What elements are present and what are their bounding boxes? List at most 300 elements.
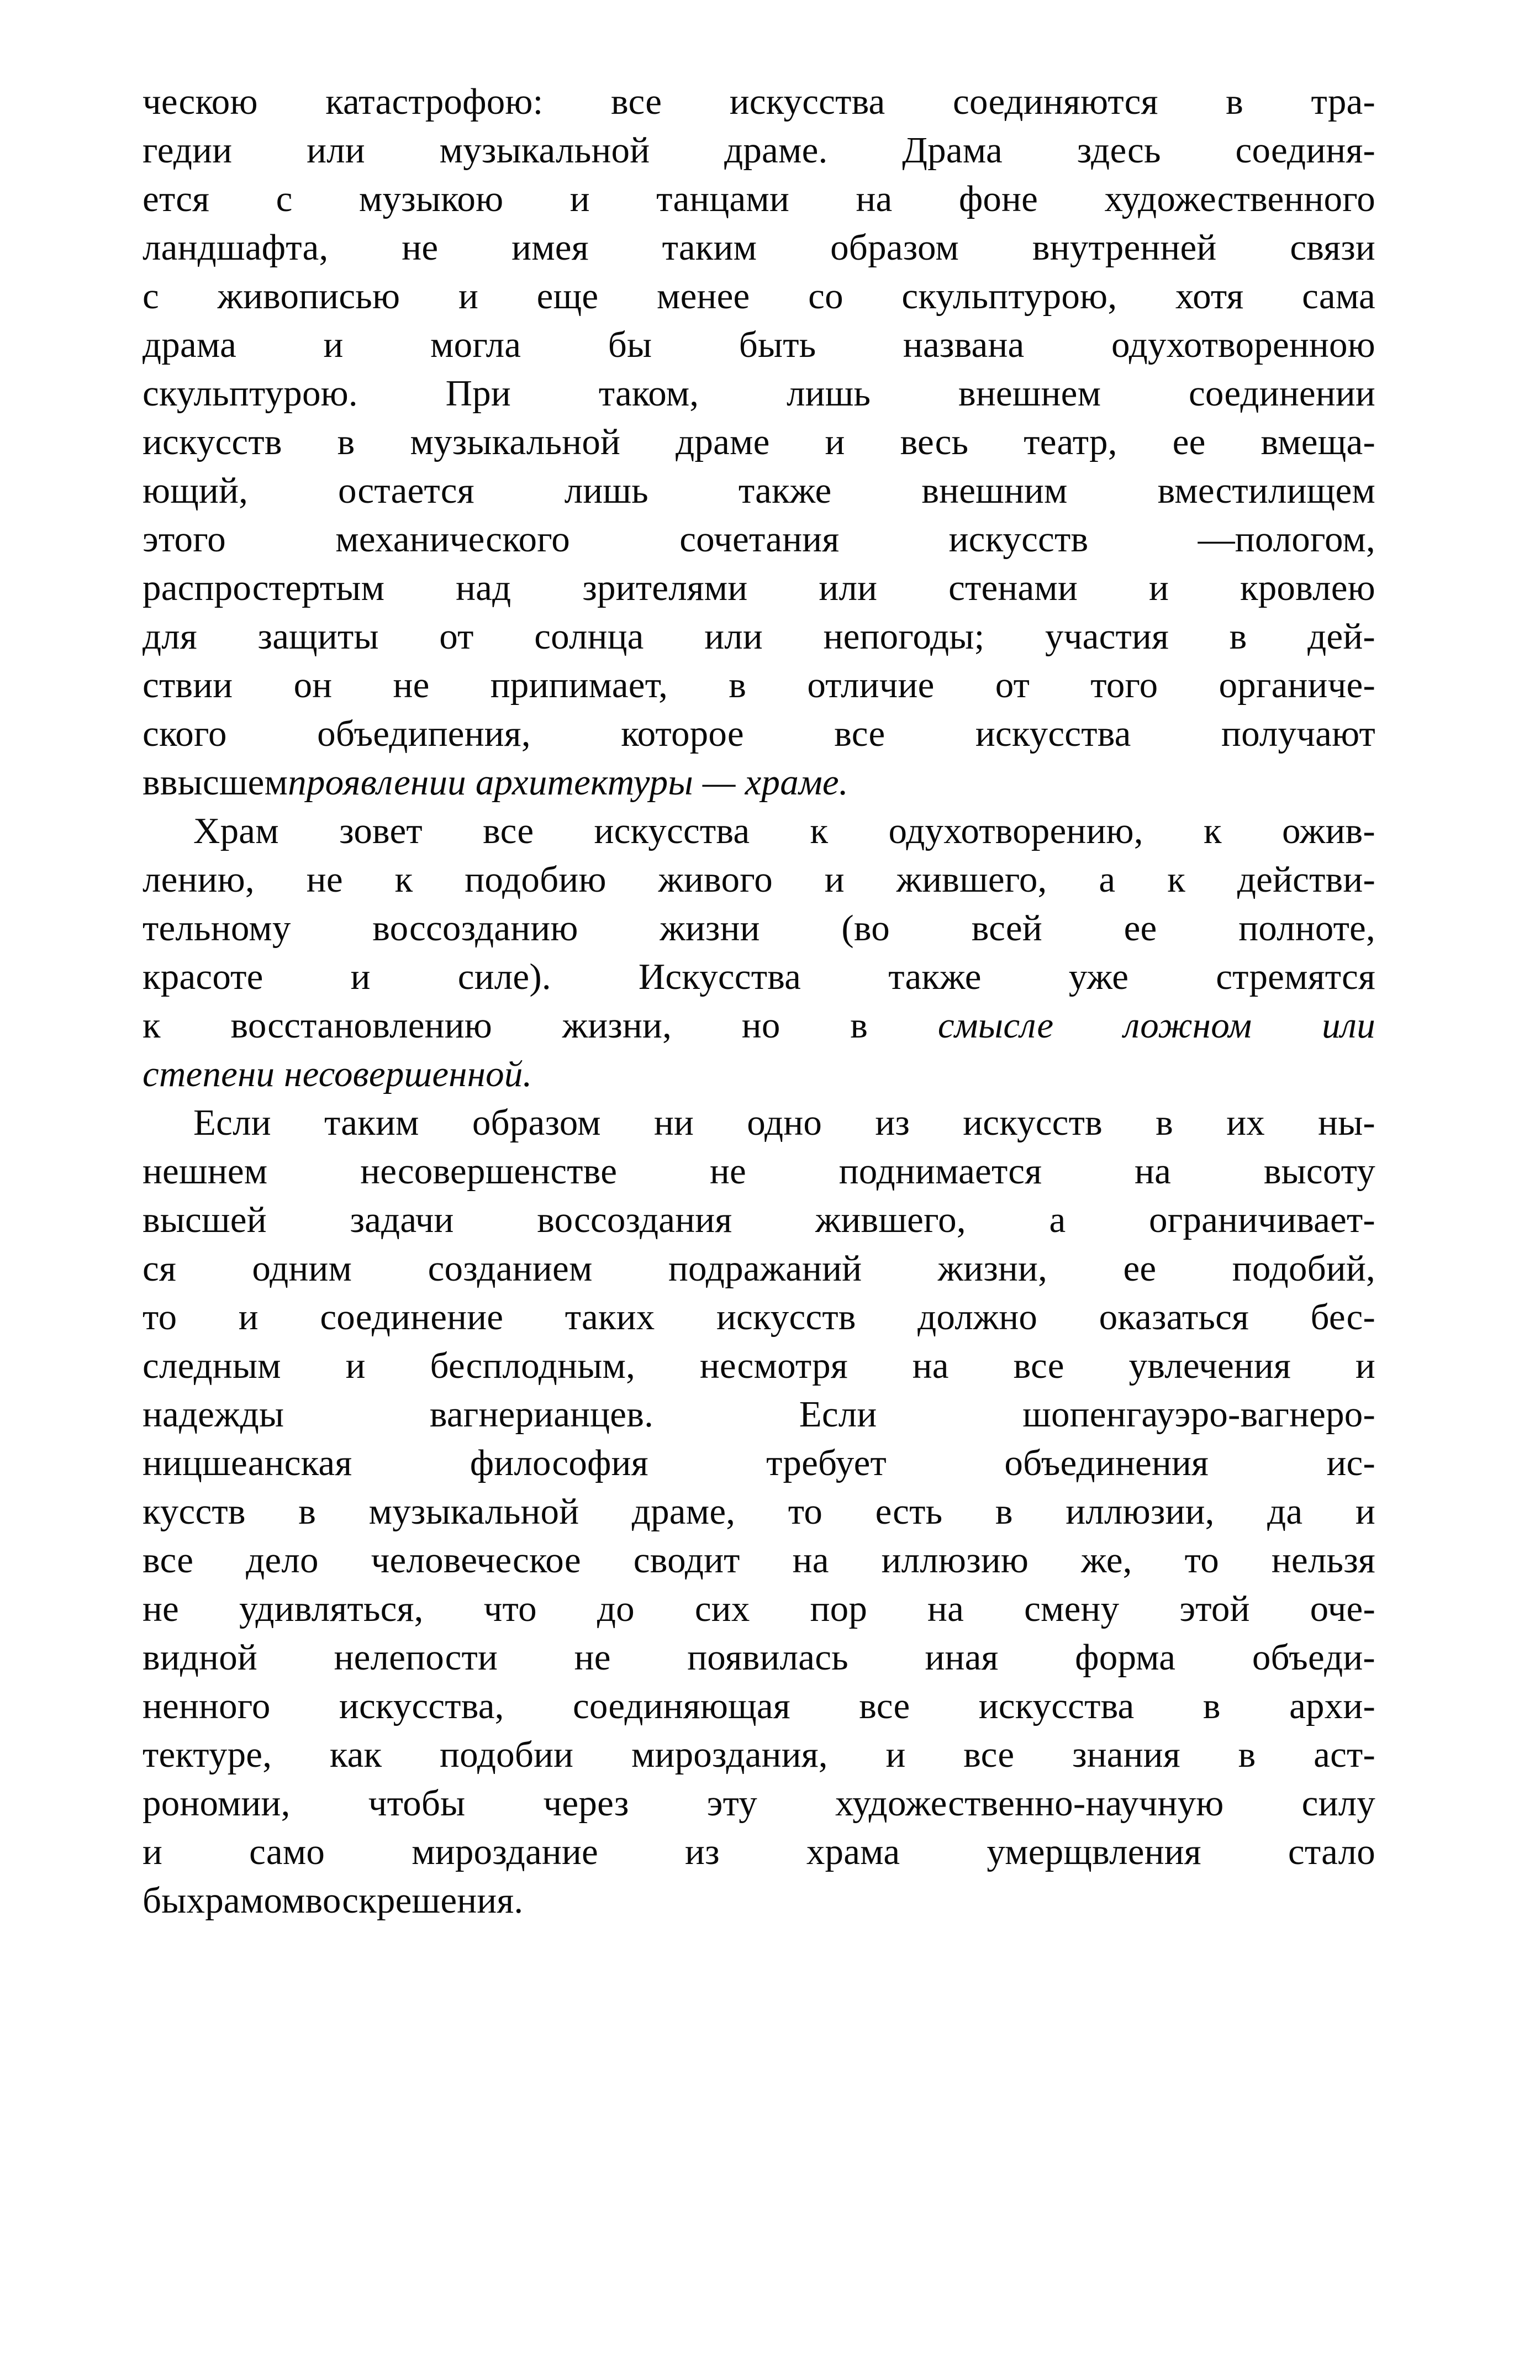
word: музыкальной bbox=[368, 1491, 579, 1532]
word: объедипения, bbox=[317, 713, 531, 754]
word: сводит bbox=[633, 1540, 740, 1581]
word: скульптурою, bbox=[901, 276, 1117, 317]
word: зовет bbox=[339, 810, 423, 851]
word: уже bbox=[1068, 956, 1129, 997]
word: ны- bbox=[1318, 1102, 1375, 1143]
word: чтобы bbox=[368, 1783, 466, 1824]
word: есть bbox=[875, 1491, 943, 1532]
word: иллюзию bbox=[881, 1540, 1029, 1581]
word: форма bbox=[1075, 1637, 1176, 1678]
word: искусства bbox=[975, 713, 1131, 754]
word: все bbox=[611, 81, 662, 122]
word: в bbox=[143, 762, 160, 803]
word: на bbox=[856, 178, 893, 219]
word: таким bbox=[662, 227, 757, 268]
word: полноте, bbox=[1238, 908, 1375, 949]
word: бы bbox=[143, 1880, 187, 1921]
text-line bbox=[143, 369, 1375, 418]
word: органиче- bbox=[1219, 665, 1375, 705]
word: искусств bbox=[143, 422, 282, 462]
word: видной bbox=[143, 1637, 257, 1678]
word: ожив- bbox=[1281, 810, 1375, 851]
word: соединении bbox=[1188, 373, 1375, 414]
word: образом bbox=[472, 1102, 601, 1143]
text-line bbox=[143, 1439, 1375, 1487]
word: Если bbox=[799, 1394, 877, 1435]
word: от bbox=[995, 665, 1030, 705]
word: высоту bbox=[1263, 1151, 1375, 1192]
word: одним bbox=[252, 1248, 352, 1289]
text-line bbox=[143, 1390, 1375, 1439]
word: одно bbox=[747, 1102, 822, 1143]
word: гедии bbox=[143, 130, 233, 171]
text-line bbox=[143, 1828, 1375, 1876]
word: все bbox=[834, 713, 885, 754]
word: все bbox=[963, 1734, 1015, 1775]
word: несовершенстве bbox=[360, 1151, 618, 1192]
word: все bbox=[143, 1540, 194, 1581]
word: не bbox=[574, 1637, 611, 1678]
word: подобию bbox=[465, 859, 606, 900]
word: объединения bbox=[1004, 1442, 1209, 1483]
text-line bbox=[143, 1584, 1375, 1633]
word: силе). bbox=[457, 956, 551, 997]
word: в bbox=[995, 1491, 1013, 1532]
word: а bbox=[1099, 859, 1116, 900]
word: человеческое bbox=[371, 1540, 581, 1581]
word: то bbox=[143, 1297, 177, 1338]
word: то bbox=[788, 1491, 823, 1532]
word: драме. bbox=[724, 130, 828, 171]
word: Если bbox=[193, 1102, 271, 1143]
word: или bbox=[704, 616, 763, 657]
word: в bbox=[1238, 1734, 1256, 1775]
italic-word: или bbox=[1322, 1005, 1375, 1046]
word: силу bbox=[1301, 1783, 1375, 1824]
word: в bbox=[298, 1491, 317, 1532]
text-line bbox=[143, 1341, 1375, 1390]
word: надежды bbox=[143, 1394, 284, 1435]
word: Храм bbox=[193, 810, 279, 851]
word: для bbox=[143, 616, 197, 657]
word: музыкальной bbox=[439, 130, 650, 171]
word: то bbox=[1184, 1540, 1219, 1581]
word: ствии bbox=[143, 665, 233, 705]
word: лению, bbox=[143, 859, 255, 900]
word: а bbox=[1049, 1199, 1066, 1240]
word: и bbox=[458, 276, 479, 317]
word: все bbox=[1013, 1345, 1064, 1386]
text-line bbox=[143, 807, 1375, 855]
word: солнца bbox=[534, 616, 644, 657]
word: Драма bbox=[902, 130, 1003, 171]
text-line bbox=[143, 758, 1375, 807]
text-line bbox=[143, 1098, 1375, 1147]
word: распростертым bbox=[143, 567, 385, 608]
word: и bbox=[824, 859, 845, 900]
word: высшем bbox=[160, 762, 288, 803]
word: Искусства bbox=[638, 956, 801, 997]
text-line bbox=[143, 1293, 1375, 1341]
word: таком, bbox=[598, 373, 699, 414]
word: искусства, bbox=[339, 1686, 504, 1726]
word: также bbox=[738, 470, 832, 511]
word: которое bbox=[621, 713, 744, 754]
word: участия bbox=[1045, 616, 1169, 657]
text-line bbox=[143, 1001, 1375, 1050]
word: ее bbox=[1172, 422, 1206, 462]
word: внешнем bbox=[958, 373, 1101, 414]
text-line bbox=[143, 1487, 1375, 1536]
word: бы bbox=[608, 324, 652, 365]
text-line bbox=[143, 1244, 1375, 1293]
word: При bbox=[445, 373, 511, 414]
word: воссоздания bbox=[537, 1199, 732, 1240]
word: в bbox=[1229, 616, 1247, 657]
word: ее bbox=[1124, 908, 1157, 949]
word: с bbox=[143, 276, 159, 317]
word: само bbox=[249, 1831, 325, 1872]
word: ненного bbox=[143, 1686, 271, 1726]
word: сочетания bbox=[679, 519, 840, 560]
word: следным bbox=[143, 1345, 281, 1386]
text-line bbox=[143, 709, 1375, 758]
word: созданием bbox=[428, 1248, 593, 1289]
word: жизни, bbox=[937, 1248, 1048, 1289]
word: через bbox=[543, 1783, 629, 1824]
word: этого bbox=[143, 519, 226, 560]
word: ландшафта, bbox=[143, 227, 329, 268]
word: этой bbox=[1179, 1588, 1250, 1629]
text-line bbox=[143, 320, 1375, 369]
word: оче- bbox=[1310, 1588, 1375, 1629]
word: не bbox=[306, 859, 343, 900]
word: внешним bbox=[921, 470, 1068, 511]
word: художественного bbox=[1104, 178, 1375, 219]
word: все bbox=[859, 1686, 910, 1726]
word: и bbox=[143, 1831, 163, 1872]
word: пор bbox=[810, 1588, 868, 1629]
word: в bbox=[729, 665, 747, 705]
word: образом bbox=[830, 227, 959, 268]
word: весь bbox=[900, 422, 969, 462]
text-line bbox=[143, 1196, 1375, 1244]
word: ограничивает- bbox=[1149, 1199, 1375, 1240]
word: названа bbox=[903, 324, 1025, 365]
word: ется bbox=[143, 178, 210, 219]
word: драме, bbox=[631, 1491, 736, 1532]
text-line bbox=[143, 612, 1375, 661]
word: музыкальной bbox=[410, 422, 621, 462]
word: с bbox=[276, 178, 293, 219]
text-line bbox=[143, 904, 1375, 952]
word: и bbox=[323, 324, 344, 365]
word: храма bbox=[806, 1831, 900, 1872]
word: подобий, bbox=[1232, 1248, 1375, 1289]
word: нешнем bbox=[143, 1151, 268, 1192]
word: ее bbox=[1123, 1248, 1157, 1289]
word: искусств bbox=[963, 1102, 1103, 1143]
word: к bbox=[1167, 859, 1185, 900]
word: непогоды; bbox=[823, 616, 985, 657]
word: философия bbox=[470, 1442, 648, 1483]
word: лишь bbox=[564, 470, 648, 511]
word: но bbox=[741, 1005, 780, 1046]
body-text-block bbox=[143, 77, 1375, 1925]
text-line bbox=[143, 952, 1375, 1001]
paragraph bbox=[143, 1098, 1375, 1925]
word: удивляться, bbox=[239, 1588, 424, 1629]
word: ницшеанская bbox=[143, 1442, 352, 1483]
word: (во bbox=[841, 908, 890, 949]
text-line bbox=[143, 1682, 1375, 1730]
word: жизни bbox=[660, 908, 760, 949]
word: мироздание bbox=[412, 1831, 598, 1872]
word: остается bbox=[338, 470, 474, 511]
word: умерщвления bbox=[987, 1831, 1201, 1872]
word: соединяются bbox=[953, 81, 1158, 122]
word: вмеща- bbox=[1261, 422, 1375, 462]
word: внутренней bbox=[1032, 227, 1217, 268]
word: и bbox=[350, 956, 371, 997]
word: одухотворению, bbox=[888, 810, 1143, 851]
word: иллюзии, bbox=[1066, 1491, 1215, 1532]
word: дей- bbox=[1307, 616, 1375, 657]
italic-word: ложном bbox=[1124, 1005, 1252, 1046]
text-line bbox=[143, 272, 1375, 320]
word: лишь bbox=[787, 373, 871, 414]
word: к bbox=[394, 859, 413, 900]
word: бесплодным, bbox=[430, 1345, 636, 1386]
word: смену bbox=[1024, 1588, 1120, 1629]
text-line bbox=[143, 1779, 1375, 1828]
word: искусств bbox=[716, 1297, 856, 1338]
word: поднимается bbox=[838, 1151, 1042, 1192]
word: требует bbox=[766, 1442, 887, 1483]
word: на bbox=[912, 1345, 949, 1386]
word: ческою bbox=[143, 81, 258, 122]
word: не bbox=[402, 227, 439, 268]
word: должно bbox=[917, 1297, 1038, 1338]
text-line bbox=[143, 466, 1375, 515]
word: их bbox=[1226, 1102, 1265, 1143]
word: над bbox=[456, 567, 511, 608]
text-line bbox=[143, 418, 1375, 466]
word: катастрофою: bbox=[325, 81, 544, 122]
word: сама bbox=[1302, 276, 1375, 317]
word: бес- bbox=[1310, 1297, 1375, 1338]
word: скульптурою. bbox=[143, 373, 358, 414]
word: оказаться bbox=[1099, 1297, 1249, 1338]
word: искусства bbox=[978, 1686, 1135, 1726]
word: к bbox=[1203, 810, 1222, 851]
word: соединя- bbox=[1235, 130, 1375, 171]
word: нелепости bbox=[334, 1637, 498, 1678]
word: получают bbox=[1221, 713, 1375, 754]
word: подобии bbox=[440, 1734, 574, 1775]
word: воскрешения. bbox=[305, 1880, 524, 1921]
word: как bbox=[329, 1734, 382, 1775]
word: и bbox=[569, 178, 590, 219]
word: имея bbox=[511, 227, 589, 268]
word: могла bbox=[430, 324, 521, 365]
text-line bbox=[143, 77, 1375, 126]
word: или bbox=[307, 130, 365, 171]
word: не bbox=[143, 1588, 179, 1629]
text-line bbox=[143, 515, 1375, 564]
word: соединение bbox=[320, 1297, 504, 1338]
word: хотя bbox=[1175, 276, 1244, 317]
word: красоте bbox=[143, 956, 263, 997]
word: театр, bbox=[1024, 422, 1117, 462]
word: от bbox=[439, 616, 474, 657]
word: одухотворенною bbox=[1111, 324, 1375, 365]
word: тектуре, bbox=[143, 1734, 272, 1775]
word: и bbox=[825, 422, 845, 462]
word: увлечения bbox=[1128, 1345, 1291, 1386]
word: фоне bbox=[958, 178, 1038, 219]
word: припимает, bbox=[490, 665, 668, 705]
word: со bbox=[808, 276, 843, 317]
word: жившего, bbox=[896, 859, 1047, 900]
word: тра- bbox=[1311, 81, 1375, 122]
word: зрителями bbox=[582, 567, 748, 608]
word: также bbox=[888, 956, 982, 997]
word: таких bbox=[565, 1297, 655, 1338]
word: воссозданию bbox=[372, 908, 578, 949]
text-line bbox=[143, 564, 1375, 612]
word: стенами bbox=[948, 567, 1078, 608]
word: дело bbox=[246, 1540, 319, 1581]
word: живого bbox=[658, 859, 773, 900]
text-line bbox=[143, 1730, 1375, 1779]
word: менее bbox=[657, 276, 750, 317]
word: вместилищем bbox=[1157, 470, 1375, 511]
word: не bbox=[709, 1151, 746, 1192]
word: рономии, bbox=[143, 1783, 291, 1824]
word: всей bbox=[971, 908, 1042, 949]
word: храмом bbox=[186, 1880, 305, 1921]
word: жизни, bbox=[562, 1005, 672, 1046]
word: в bbox=[1203, 1686, 1221, 1726]
word: тельному bbox=[143, 908, 291, 949]
word: эту bbox=[706, 1783, 757, 1824]
word: из bbox=[875, 1102, 910, 1143]
word: архи- bbox=[1289, 1686, 1375, 1726]
word: аст- bbox=[1314, 1734, 1375, 1775]
word: в bbox=[337, 422, 355, 462]
word: стремятся bbox=[1216, 956, 1375, 997]
word: к bbox=[810, 810, 829, 851]
word: на bbox=[1135, 1151, 1172, 1192]
word: жившего, bbox=[815, 1199, 966, 1240]
word: танцами bbox=[656, 178, 790, 219]
word: еще bbox=[536, 276, 599, 317]
word: соединяющая bbox=[572, 1686, 790, 1726]
word: мироздания, bbox=[631, 1734, 828, 1775]
word: задачи bbox=[350, 1199, 454, 1240]
word: механического bbox=[335, 519, 570, 560]
word: высшей bbox=[143, 1199, 267, 1240]
word: ского bbox=[143, 713, 227, 754]
word: к bbox=[143, 1005, 161, 1046]
word: и bbox=[345, 1345, 366, 1386]
word: кусств bbox=[143, 1491, 246, 1532]
text-line bbox=[143, 1633, 1375, 1682]
word: и bbox=[238, 1297, 259, 1338]
word: стало bbox=[1288, 1831, 1375, 1872]
word: он bbox=[293, 665, 333, 705]
text-line bbox=[143, 175, 1375, 223]
word: что bbox=[483, 1588, 537, 1629]
text-line bbox=[143, 1050, 1375, 1098]
word: отличие bbox=[807, 665, 935, 705]
word: в bbox=[1226, 81, 1243, 122]
word: искусства bbox=[729, 81, 885, 122]
text-line bbox=[143, 661, 1375, 709]
word: и bbox=[1355, 1491, 1375, 1532]
word: появилась bbox=[687, 1637, 848, 1678]
word: художественно-научную bbox=[835, 1783, 1224, 1824]
word: живописью bbox=[217, 276, 400, 317]
word: драме bbox=[676, 422, 770, 462]
word: искусства bbox=[594, 810, 750, 851]
word: драма bbox=[143, 324, 237, 365]
italic-word: смысле bbox=[937, 1005, 1054, 1046]
text-line bbox=[143, 1876, 1375, 1925]
word: ис- bbox=[1326, 1442, 1375, 1483]
word: искусств bbox=[948, 519, 1089, 560]
paragraph bbox=[143, 77, 1375, 807]
word: несмотря bbox=[699, 1345, 848, 1386]
word: кровлею bbox=[1240, 567, 1375, 608]
word: ся bbox=[143, 1248, 176, 1289]
word: до bbox=[597, 1588, 635, 1629]
italic-word: проявлении архитектуры — храме. bbox=[288, 762, 848, 803]
word: музыкою bbox=[358, 178, 504, 219]
word: быть bbox=[739, 324, 816, 365]
paragraph bbox=[143, 807, 1375, 1098]
word: и bbox=[885, 1734, 906, 1775]
word: или bbox=[819, 567, 878, 608]
word: подражаний bbox=[668, 1248, 862, 1289]
word: того bbox=[1090, 665, 1158, 705]
word: знания bbox=[1072, 1734, 1180, 1775]
word: таким bbox=[324, 1102, 419, 1143]
text-line bbox=[143, 1536, 1375, 1584]
word: из bbox=[685, 1831, 720, 1872]
word: вагнерианцев. bbox=[429, 1394, 654, 1435]
word: действи- bbox=[1237, 859, 1375, 900]
word: связи bbox=[1290, 227, 1375, 268]
word: защиты bbox=[257, 616, 379, 657]
italic-word: степени несовершенной. bbox=[143, 1054, 532, 1094]
text-line bbox=[143, 223, 1375, 272]
word: здесь bbox=[1077, 130, 1161, 171]
word: в bbox=[850, 1005, 868, 1046]
word: объеди- bbox=[1252, 1637, 1375, 1678]
word: на bbox=[792, 1540, 829, 1581]
word: все bbox=[483, 810, 534, 851]
word: да bbox=[1267, 1491, 1303, 1532]
word: ющий, bbox=[143, 470, 249, 511]
word: в bbox=[1156, 1102, 1173, 1143]
word: на bbox=[927, 1588, 964, 1629]
text-line bbox=[143, 1147, 1375, 1196]
word: и bbox=[1149, 567, 1169, 608]
word: восстановлению bbox=[230, 1005, 493, 1046]
word: ни bbox=[653, 1102, 694, 1143]
